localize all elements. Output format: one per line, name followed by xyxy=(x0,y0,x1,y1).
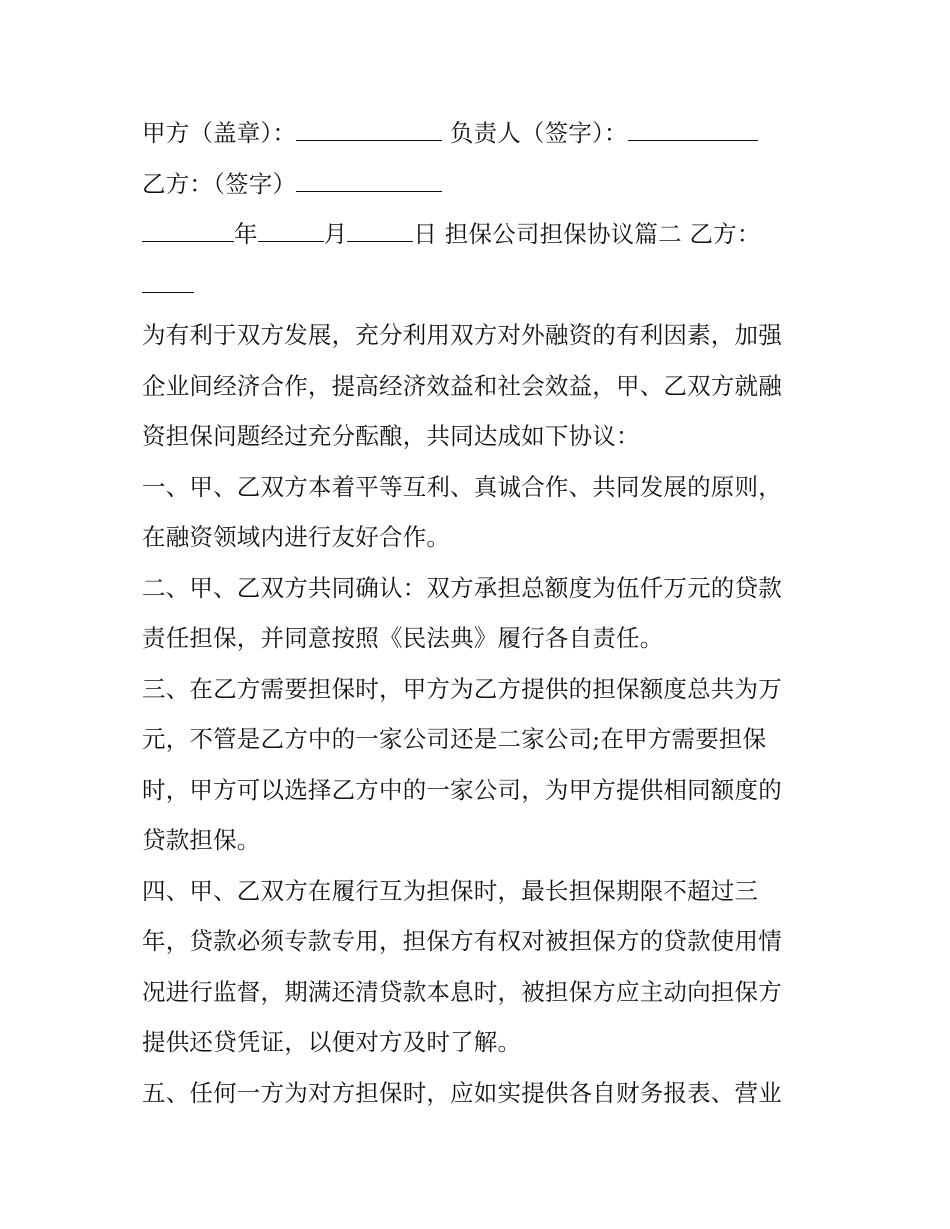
day-blank xyxy=(347,220,413,242)
body-line: 资担保问题经过充分酝酿，共同达成如下协议： xyxy=(142,422,640,450)
body-line: 责任担保，并同意按照《民法典》履行各自责任。 xyxy=(142,624,664,652)
year-label: 年 xyxy=(234,220,258,248)
body-line: 元，不管是乙方中的一家公司还是二家公司;在甲方需要担保 xyxy=(142,725,767,753)
body-line: 三、在乙方需要担保时，甲方为乙方提供的担保额度总共为万 xyxy=(142,674,782,703)
body-line: 年，贷款必须专款专用，担保方有权对被担保方的贷款使用情 xyxy=(142,927,782,955)
signature-line-party-b xyxy=(142,159,822,210)
person-in-charge-label: 负责人（签字）： xyxy=(449,119,628,147)
body-line: 企业间经济合作，提高经济效益和社会效益，甲、乙双方就融 xyxy=(142,371,782,400)
body-line: 贷款担保。 xyxy=(142,826,261,854)
next-agreement-title: 担保公司担保协议篇二 xyxy=(444,220,682,248)
party-b-sign-label: 乙方：（签字） xyxy=(142,169,297,198)
party-b-blank-line xyxy=(142,260,822,311)
body-line: 时，甲方可以选择乙方中的一家公司，为甲方提供相同额度的 xyxy=(142,775,782,804)
party-b-label: 乙方： xyxy=(689,220,761,248)
body-line: 五、任何一方为对方担保时，应如实提供各自财务报表、营业 xyxy=(142,1078,782,1107)
party-b-blank xyxy=(142,271,194,293)
party-b-sign-blank xyxy=(296,170,442,192)
body-line: 一、甲、乙双方本着平等互利、真诚合作、共同发展的原则， xyxy=(142,472,782,501)
body-line: 为有利于双方发展，充分利用双方对外融资的有利因素，加强 xyxy=(142,321,782,349)
party-a-seal-blank xyxy=(296,119,442,141)
month-blank xyxy=(258,220,324,242)
body-line: 况进行监督，期满还清贷款本息时，被担保方应主动向担保方 xyxy=(142,977,782,1006)
body-line: 二、甲、乙双方共同确认：双方承担总额度为伍仟万元的贷款 xyxy=(142,573,782,602)
body-line: 提供还贷凭证，以便对方及时了解。 xyxy=(142,1028,522,1056)
body-line: 在融资领域内进行友好合作。 xyxy=(142,523,451,551)
document-body xyxy=(142,108,822,1118)
party-a-seal-label: 甲方（盖章）： xyxy=(142,119,297,147)
year-blank xyxy=(142,220,234,242)
day-label: 日 xyxy=(413,220,438,248)
date-line xyxy=(142,209,822,260)
person-in-charge-blank xyxy=(628,119,758,141)
month-label: 月 xyxy=(323,220,348,248)
body-line: 四、甲、乙双方在履行互为担保时，最长担保期限不超过三 xyxy=(142,876,759,905)
signature-line-party-a xyxy=(142,108,822,159)
